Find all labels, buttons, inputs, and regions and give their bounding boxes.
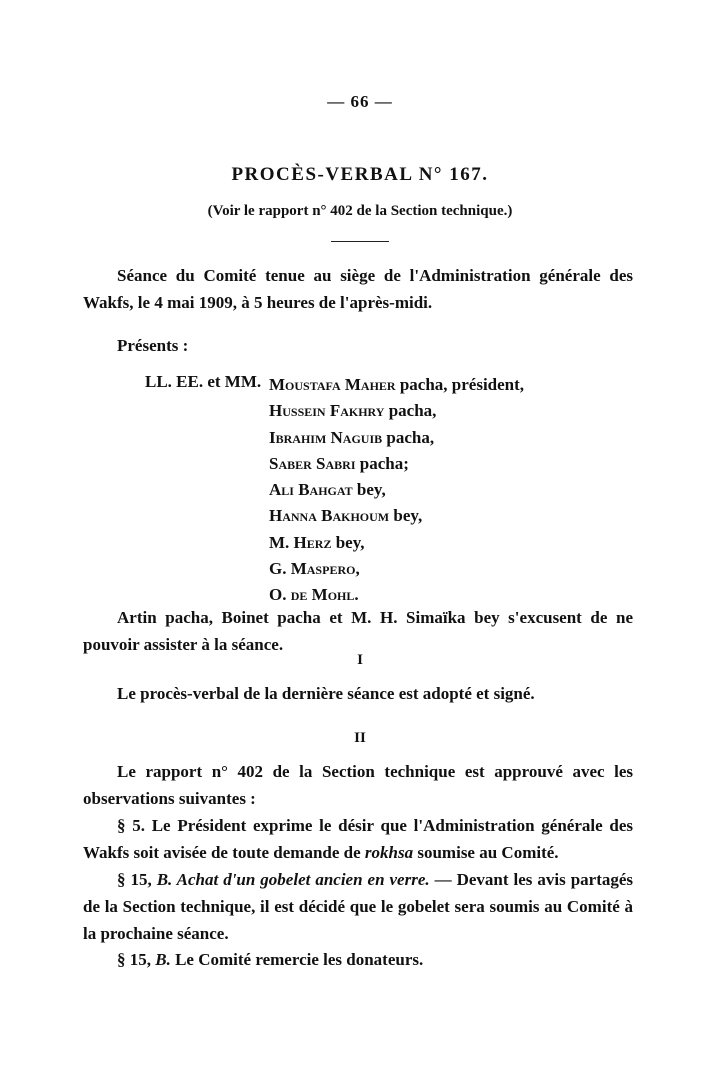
member-item: M. Herz bey, [269,532,365,552]
ll-ee-label: LL. EE. et MM. [145,372,262,391]
intro-line-2: le 4 mai 1909, à 5 heures de l'après-midi. [137,293,433,312]
intro-paragraph [83,262,633,316]
section-2-text: Le rapport n° 402 de la Section technique est approuvé avec les observations suivantes : [83,762,633,808]
article-italic: B. Achat d'un gobelet ancien en verre. [156,870,430,889]
member-item: G. Maspero, [269,559,360,579]
member-item: Hanna Bakhoum bey, [269,506,423,526]
section-1-paragraph [83,680,633,707]
page-number: — 66 — [327,92,393,111]
title-divider [331,241,389,242]
article-paragraph: § 5. Le Président exprime le désir que l'Administration générale des Wakfs soit avisée de toute demande de rokhsa soumise au Comité. [83,816,634,862]
members-list [269,372,524,609]
article-paragraph: § 15, B. Le Comité remercie les donateurs. [117,950,424,969]
member-item: O. de Mohl. [269,585,359,605]
excuses-text: Artin pacha, Boinet pacha et M. H. Simaïka bey s'excusent de ne pouvoir assister à la séance. [83,608,633,654]
article-lead: § 15, [117,950,156,969]
section-2-paragraph [83,758,633,812]
member-item: Hussein Fakhry pacha, [269,401,437,421]
excuses-paragraph [83,604,633,658]
member-item: Ibrahim Naguib pacha, [269,427,435,447]
article-lead: § 15, [117,870,157,889]
presents-label: Présents : [117,336,189,355]
section-1-text: Le procès-verbal de la dernière séance est adopté et signé. [117,684,535,703]
member-item: Moustafa Maher pacha, président, [269,375,525,394]
article-italic: rokhsa [364,843,414,862]
section-numeral-1: I [357,652,363,668]
member-item: Ali Bahgat bey, [269,480,386,500]
section-numeral-2: II [354,730,366,746]
article-italic: B. [155,950,171,969]
page-title: PROCÈS-VERBAL N° 167. [231,164,489,185]
article-lead: § 5. [117,816,145,835]
subtitle-reference: (Voir le rapport n° 402 de la Section technique.) [207,203,513,219]
article-paragraph: § 15, B. Achat d'un gobelet ancien en verre. — Devant les avis partagés de la Section technique, il est décidé que le gobelet sera soumis au Comité à la prochaine séance. [83,870,634,943]
intro-line-1: Séance du Comité tenue au siège de l'Administration générale des Wakfs, [83,266,633,312]
member-item: Saber Sabri pacha; [269,453,409,473]
